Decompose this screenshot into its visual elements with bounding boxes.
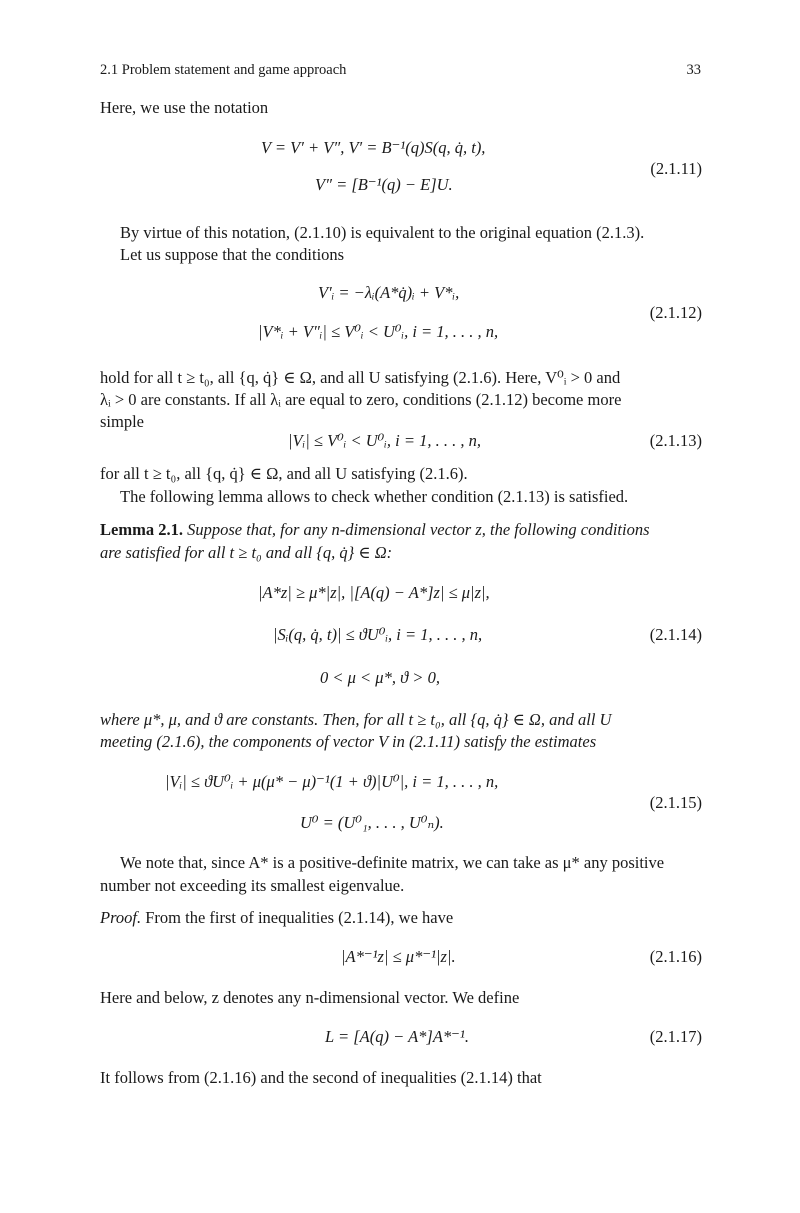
equation-2-1-11-line1: V = V′ + V″, V′ = B⁻¹(q)S(q, q̇, t), — [261, 138, 486, 157]
equation-2-1-14-line2: |Sᵢ(q, q̇, t)| ≤ ϑU⁰ᵢ, i = 1, . . . , n, — [273, 625, 483, 644]
lemma-label: Lemma 2.1. — [100, 520, 183, 539]
paragraph-note-line2: number not exceeding its smallest eigenvalue. — [100, 876, 405, 895]
intro-text: Here, we use the notation — [100, 98, 269, 117]
equation-2-1-16: |A*⁻¹z| ≤ μ*⁻¹|z|. — [341, 947, 456, 966]
equation-2-1-17: L = [A(q) − A*]A*⁻¹. — [325, 1027, 469, 1046]
equation-number-2-1-15: (2.1.15) — [649, 793, 702, 812]
paragraph-suppose: Let us suppose that the conditions — [120, 245, 345, 264]
equation-number-2-1-13: (2.1.13) — [649, 431, 702, 450]
section-title: 2.1 Problem statement and game approach — [100, 62, 347, 78]
lemma-statement-line1: Suppose that, for any n-dimensional vector z, the following conditions — [187, 520, 650, 539]
equation-2-1-14-line1: |A*z| ≥ μ*|z|, |[A(q) − A*]z| ≤ μ|z|, — [258, 583, 490, 602]
paragraph-where-line2: meeting (2.1.6), the components of vector V in (2.1.11) satisfy the estimates — [100, 732, 597, 751]
equation-number-2-1-14: (2.1.14) — [649, 625, 702, 644]
paragraph-hold-line3: simple — [100, 412, 144, 431]
equation-number-2-1-16: (2.1.16) — [649, 947, 702, 966]
equation-number-2-1-12: (2.1.12) — [649, 303, 702, 322]
paragraph-where-line1: where μ*, μ, and ϑ are constants. Then, for all t ≥ t₀, all {q, q̇} ∈ Ω, and all U — [100, 710, 612, 729]
equation-2-1-14-line3: 0 < μ < μ*, ϑ > 0, — [320, 668, 440, 687]
paragraph-forall: for all t ≥ t₀, all {q, q̇} ∈ Ω, and all U satisfying (2.1.6). — [100, 464, 468, 483]
proof-line — [100, 907, 453, 929]
paragraph-hold-line1: hold for all t ≥ t₀, all {q, q̇} ∈ Ω, and all U satisfying (2.1.6). Here, V⁰ᵢ > 0 and — [100, 368, 621, 387]
equation-2-1-15-line2: U⁰ = (U⁰₁, . . . , U⁰ₙ). — [300, 813, 444, 832]
paragraph-hold-line2: λᵢ > 0 are constants. If all λᵢ are equal to zero, conditions (2.1.12) become more — [100, 390, 622, 409]
equation-2-1-11-line2: V″ = [B⁻¹(q) − E]U. — [315, 175, 453, 194]
paragraph-virtue: By virtue of this notation, (2.1.10) is equivalent to the original equation (2.1.3). — [120, 223, 645, 242]
page-number: 33 — [686, 62, 701, 78]
equation-number-2-1-17: (2.1.17) — [649, 1027, 702, 1046]
paragraph-follows: It follows from (2.1.16) and the second of inequalities (2.1.14) that — [100, 1068, 542, 1087]
equation-2-1-12-line1: V′ᵢ = −λᵢ(A*q̇)ᵢ + V*ᵢ, — [318, 283, 460, 302]
equation-2-1-15-line1: |Vᵢ| ≤ ϑU⁰ᵢ + μ(μ* − μ)⁻¹(1 + ϑ)|U⁰|, i = 1, . . . , n, — [165, 772, 499, 791]
proof-label: Proof. — [100, 908, 142, 927]
paragraph-following: The following lemma allows to check whether condition (2.1.13) is satisfied. — [120, 487, 629, 506]
proof-text: From the first of inequalities (2.1.14), we have — [145, 908, 454, 927]
lemma-line1 — [100, 519, 650, 541]
equation-2-1-13: |Vᵢ| ≤ V⁰ᵢ < U⁰ᵢ, i = 1, . . . , n, — [288, 431, 481, 450]
paragraph-note-line1: We note that, since A* is a positive-definite matrix, we can take as μ* any positive — [120, 853, 665, 872]
paragraph-here-below: Here and below, z denotes any n-dimensional vector. We define — [100, 988, 520, 1007]
lemma-statement-line2: are satisfied for all t ≥ t₀ and all {q, q̇} ∈ Ω: — [100, 543, 393, 562]
equation-2-1-12-line2: |V*ᵢ + V″ᵢ| ≤ V⁰ᵢ < U⁰ᵢ, i = 1, . . . , n, — [258, 322, 499, 341]
equation-number-2-1-11: (2.1.11) — [650, 159, 702, 178]
